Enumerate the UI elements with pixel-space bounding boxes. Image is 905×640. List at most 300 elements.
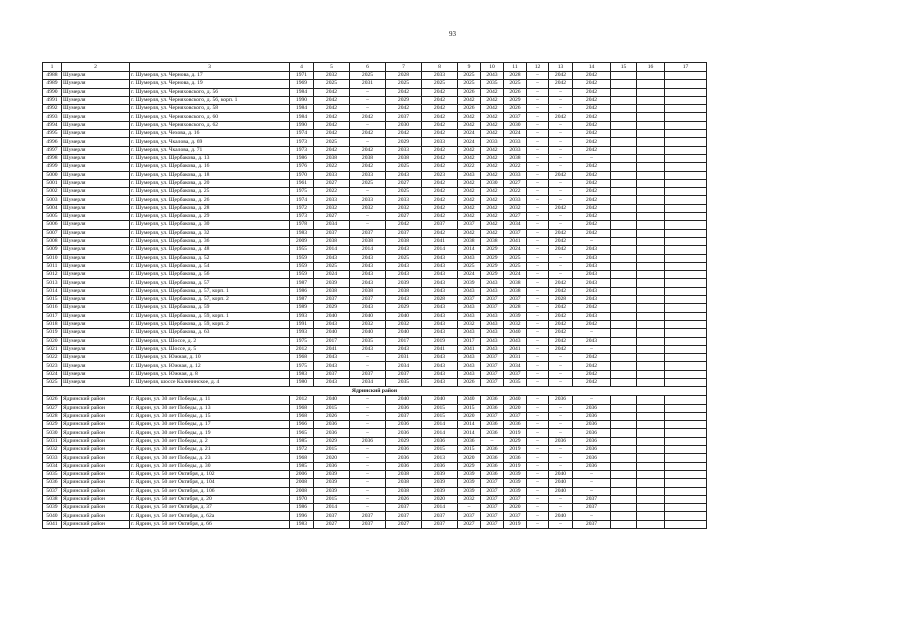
table-cell: Ядринский район <box>62 404 130 412</box>
table-cell: 2036 <box>386 421 422 429</box>
table-cell <box>665 130 707 138</box>
table-cell <box>665 246 707 254</box>
table-row <box>43 429 707 437</box>
table-cell: 2015 <box>422 412 458 420</box>
table-cell: 2038 <box>386 487 422 495</box>
table-cell: 2038 <box>504 154 527 162</box>
table-cell <box>637 512 665 520</box>
table-body <box>43 63 707 529</box>
table-cell: 2038 <box>386 287 422 295</box>
housing-register-table <box>42 62 707 529</box>
table-cell: 2037 <box>504 370 527 378</box>
table-cell: – <box>549 221 573 229</box>
table-cell <box>611 504 637 512</box>
table-cell: 2029 <box>386 138 422 146</box>
table-cell: 2037 <box>386 504 422 512</box>
table-cell: – <box>549 362 573 370</box>
table-cell: 2042 <box>549 345 573 353</box>
table-cell: 1986 <box>290 154 314 162</box>
table-cell: 2034 <box>504 362 527 370</box>
table-cell <box>665 396 707 404</box>
table-cell: 2036 <box>481 404 504 412</box>
table-cell: 2041 <box>422 345 458 353</box>
table-cell <box>665 354 707 362</box>
table-cell <box>611 279 637 287</box>
table-cell <box>611 213 637 221</box>
table-cell: Шумерля <box>62 320 130 328</box>
table-cell: Ядринский район <box>62 437 130 445</box>
table-cell <box>665 221 707 229</box>
table-cell: – <box>527 412 549 420</box>
table-cell: 2013 <box>422 454 458 462</box>
table-row <box>43 88 707 96</box>
table-cell: 2039 <box>422 479 458 487</box>
table-cell: 2035 <box>481 80 504 88</box>
table-cell: – <box>549 271 573 279</box>
table-cell <box>637 354 665 362</box>
table-cell: 2043 <box>481 337 504 345</box>
table-cell: Ядринский район <box>62 429 130 437</box>
table-cell: 2042 <box>458 196 481 204</box>
table-cell: 2038 <box>481 237 504 245</box>
table-cell <box>611 287 637 295</box>
table-cell <box>637 262 665 270</box>
table-cell <box>665 512 707 520</box>
table-cell: 5018 <box>43 320 62 328</box>
table-cell: 1968 <box>290 354 314 362</box>
table-cell: 2022 <box>504 188 527 196</box>
table-cell: 2037 <box>504 412 527 420</box>
table-cell: Шумерля <box>62 204 130 212</box>
table-cell: 1983 <box>290 370 314 378</box>
table-cell <box>665 504 707 512</box>
table-cell: – <box>549 429 573 437</box>
table-cell: 2039 <box>504 470 527 478</box>
table-cell <box>637 213 665 221</box>
table-cell: 5028 <box>43 412 62 420</box>
table-cell <box>637 246 665 254</box>
table-cell: 2024 <box>458 271 481 279</box>
table-cell: – <box>527 154 549 162</box>
table-cell <box>665 487 707 495</box>
table-cell: 2015 <box>314 404 350 412</box>
table-cell: Шумерля <box>62 304 130 312</box>
table-cell: г. Шумерля, ул. Щербакова, д. 30 <box>130 221 290 229</box>
table-cell: 1973 <box>290 213 314 221</box>
table-cell: 2037 <box>504 296 527 304</box>
table-cell: – <box>350 470 386 478</box>
table-cell: 2015 <box>314 446 350 454</box>
table-cell: Шумерля <box>62 88 130 96</box>
table-cell: 2042 <box>422 188 458 196</box>
table-cell: 2043 <box>422 262 458 270</box>
table-cell: 1976 <box>290 163 314 171</box>
table-row <box>43 487 707 495</box>
column-number-cell: 9 <box>458 63 481 72</box>
table-cell: 2042 <box>458 213 481 221</box>
table-cell: 2042 <box>573 320 611 328</box>
table-cell: 2014 <box>458 421 481 429</box>
table-cell: – <box>527 329 549 337</box>
table-cell <box>611 520 637 528</box>
table-cell: 2036 <box>314 429 350 437</box>
table-cell: 1984 <box>290 113 314 121</box>
table-cell: Шумерля <box>62 279 130 287</box>
table-cell: 1971 <box>290 72 314 80</box>
table-cell: 2043 <box>422 279 458 287</box>
table-cell: 2037 <box>481 354 504 362</box>
table-cell: 5039 <box>43 504 62 512</box>
table-cell: 2026 <box>386 495 422 503</box>
table-cell: 2014 <box>422 429 458 437</box>
table-cell: 2039 <box>314 479 350 487</box>
table-cell: 2032 <box>386 204 422 212</box>
table-cell <box>637 362 665 370</box>
table-cell: 2020 <box>314 454 350 462</box>
table-cell: 2042 <box>422 88 458 96</box>
table-cell: Ядринский район <box>62 512 130 520</box>
table-cell: 2036 <box>573 446 611 454</box>
table-cell: 2020 <box>458 454 481 462</box>
table-cell: 2036 <box>422 462 458 470</box>
table-cell <box>637 337 665 345</box>
table-cell <box>637 429 665 437</box>
table-cell: 1965 <box>290 429 314 437</box>
table-cell: 2025 <box>458 80 481 88</box>
table-cell: Ядринский район <box>62 396 130 404</box>
table-cell <box>637 462 665 470</box>
table-cell <box>611 130 637 138</box>
table-cell: – <box>527 345 549 353</box>
table-cell: 2035 <box>350 337 386 345</box>
table-cell: 2043 <box>573 279 611 287</box>
table-cell: 2043 <box>481 287 504 295</box>
table-cell: 2037 <box>504 113 527 121</box>
table-cell: 2042 <box>314 113 350 121</box>
table-cell: Шумерля <box>62 138 130 146</box>
table-cell: – <box>573 154 611 162</box>
table-cell: 2043 <box>350 262 386 270</box>
table-cell: 1961 <box>290 179 314 187</box>
table-cell: 2038 <box>386 470 422 478</box>
table-cell: 1987 <box>290 279 314 287</box>
table-cell: 1972 <box>290 446 314 454</box>
table-cell <box>611 262 637 270</box>
table-cell: 2020 <box>458 412 481 420</box>
table-cell: 2036 <box>573 404 611 412</box>
table-cell: 1996 <box>290 512 314 520</box>
table-cell: 2040 <box>314 312 350 320</box>
table-cell: – <box>549 495 573 503</box>
table-cell: 1970 <box>290 171 314 179</box>
table-cell <box>611 96 637 104</box>
table-cell: Шумерля <box>62 262 130 270</box>
column-number-cell: 12 <box>527 63 549 72</box>
table-cell: 2038 <box>386 479 422 487</box>
table-cell <box>611 320 637 328</box>
table-cell: 2033 <box>314 196 350 204</box>
table-row <box>43 504 707 512</box>
table-cell: – <box>527 113 549 121</box>
table-cell: 2043 <box>422 370 458 378</box>
table-cell: 2039 <box>314 470 350 478</box>
column-number-row <box>43 63 707 72</box>
table-cell: 2040 <box>458 396 481 404</box>
table-cell: 2040 <box>504 396 527 404</box>
table-cell: 2041 <box>504 237 527 245</box>
table-cell: – <box>573 237 611 245</box>
table-cell: 2042 <box>573 121 611 129</box>
page-number: 93 <box>449 30 456 38</box>
table-cell: Ядринский район <box>62 454 130 462</box>
table-cell <box>637 105 665 113</box>
table-cell <box>665 329 707 337</box>
table-cell: 1972 <box>290 204 314 212</box>
table-cell <box>665 287 707 295</box>
table-cell: 2030 <box>386 121 422 129</box>
table-cell <box>637 370 665 378</box>
table-cell: 2019 <box>422 337 458 345</box>
table-cell: 2037 <box>481 487 504 495</box>
table-cell: – <box>527 163 549 171</box>
table-row <box>43 479 707 487</box>
table-cell <box>637 479 665 487</box>
table-cell: 2036 <box>573 437 611 445</box>
table-cell: 5007 <box>43 229 62 237</box>
table-cell: 2009 <box>290 237 314 245</box>
table-cell: – <box>573 396 611 404</box>
table-cell: – <box>549 196 573 204</box>
table-cell <box>637 437 665 445</box>
table-cell: 2028 <box>504 72 527 80</box>
table-cell: 2027 <box>458 520 481 528</box>
table-cell: Ядринский район <box>62 421 130 429</box>
table-row <box>43 105 707 113</box>
table-cell: – <box>527 487 549 495</box>
table-cell: – <box>527 279 549 287</box>
table-cell: 1968 <box>290 454 314 462</box>
table-cell: – <box>350 138 386 146</box>
table-cell <box>637 229 665 237</box>
table-cell: 2042 <box>481 113 504 121</box>
table-cell: 2041 <box>422 237 458 245</box>
table-cell: 2042 <box>549 337 573 345</box>
table-cell: 2037 <box>573 504 611 512</box>
table-cell: 2042 <box>549 279 573 287</box>
table-cell: 2042 <box>422 146 458 154</box>
table-cell: 2014 <box>422 421 458 429</box>
table-cell: 2042 <box>573 196 611 204</box>
table-cell: 2036 <box>314 421 350 429</box>
table-cell: 2032 <box>504 320 527 328</box>
table-cell: 2037 <box>386 229 422 237</box>
table-cell: 2042 <box>422 154 458 162</box>
table-cell: – <box>549 262 573 270</box>
table-cell: – <box>527 354 549 362</box>
table-cell: 2037 <box>314 370 350 378</box>
table-cell: 1987 <box>290 296 314 304</box>
table-cell: 4990 <box>43 88 62 96</box>
table-cell <box>637 487 665 495</box>
table-cell: – <box>549 378 573 386</box>
table-cell: 2024 <box>458 130 481 138</box>
table-cell: 2043 <box>422 312 458 320</box>
table-cell: 2042 <box>314 121 350 129</box>
table-row <box>43 345 707 353</box>
table-cell: 5005 <box>43 213 62 221</box>
table-cell: 2043 <box>458 370 481 378</box>
table-cell: 2037 <box>573 495 611 503</box>
table-cell: г. Шумерля, ул. Щербакова, д. 59 <box>130 304 290 312</box>
table-cell: 2042 <box>458 96 481 104</box>
table-cell: 2043 <box>386 262 422 270</box>
table-cell: 2036 <box>458 437 481 445</box>
table-row <box>43 154 707 162</box>
table-cell: 5027 <box>43 404 62 412</box>
table-cell: 2042 <box>549 171 573 179</box>
table-row <box>43 213 707 221</box>
table-cell: Шумерля <box>62 96 130 104</box>
table-cell: 2042 <box>458 188 481 196</box>
table-cell: 2037 <box>481 512 504 520</box>
table-cell: – <box>350 121 386 129</box>
table-cell: 5029 <box>43 421 62 429</box>
table-cell <box>665 188 707 196</box>
table-cell: 2038 <box>386 154 422 162</box>
table-cell: 2027 <box>386 179 422 187</box>
table-cell: 2042 <box>481 121 504 129</box>
table-cell: 2027 <box>314 179 350 187</box>
table-cell: 2042 <box>458 113 481 121</box>
table-cell: – <box>481 437 504 445</box>
table-cell <box>637 329 665 337</box>
table-cell: 5035 <box>43 470 62 478</box>
table-cell <box>611 105 637 113</box>
table-cell: – <box>527 296 549 304</box>
table-cell: 2042 <box>314 96 350 104</box>
table-cell: 2035 <box>504 378 527 386</box>
table-cell: – <box>350 479 386 487</box>
table-cell <box>665 237 707 245</box>
table-cell: 2025 <box>386 254 422 262</box>
table-cell: 2036 <box>481 454 504 462</box>
table-cell: 2041 <box>504 345 527 353</box>
table-cell: 2034 <box>504 221 527 229</box>
table-cell: 2043 <box>573 296 611 304</box>
table-cell: – <box>549 163 573 171</box>
table-cell: 2030 <box>481 179 504 187</box>
table-cell <box>637 396 665 404</box>
table-cell: 2037 <box>481 520 504 528</box>
table-cell: г. Ядрин, ул. 50 лет Октября, д. 37 <box>130 504 290 512</box>
table-cell: – <box>527 378 549 386</box>
table-cell <box>611 412 637 420</box>
table-cell: 2042 <box>573 96 611 104</box>
table-cell: 5017 <box>43 312 62 320</box>
table-cell: 2033 <box>504 138 527 146</box>
table-cell: г. Ядрин, ул. 30 лет Победы, д. 21 <box>130 446 290 454</box>
table-cell: – <box>527 337 549 345</box>
table-row <box>43 80 707 88</box>
table-row <box>43 163 707 171</box>
table-cell: – <box>350 495 386 503</box>
table-cell: Ядринский район <box>62 462 130 470</box>
table-cell <box>665 72 707 80</box>
table-cell: 1993 <box>290 312 314 320</box>
table-cell <box>611 72 637 80</box>
table-cell: 2032 <box>314 204 350 212</box>
table-cell: 2042 <box>422 113 458 121</box>
table-cell: 1984 <box>290 88 314 96</box>
table-cell: 2042 <box>422 121 458 129</box>
table-cell <box>665 271 707 279</box>
table-cell: – <box>527 80 549 88</box>
table-cell: 2040 <box>549 512 573 520</box>
table-cell: 2012 <box>290 345 314 353</box>
table-cell: 5006 <box>43 221 62 229</box>
table-cell: – <box>527 404 549 412</box>
column-number-cell: 3 <box>130 63 290 72</box>
table-row <box>43 354 707 362</box>
table-cell: – <box>527 229 549 237</box>
table-cell: 2014 <box>422 504 458 512</box>
table-cell: 2022 <box>314 188 350 196</box>
table-cell: 2040 <box>386 312 422 320</box>
table-cell: 2025 <box>314 80 350 88</box>
table-cell: 2043 <box>386 296 422 304</box>
table-cell: г. Шумерля, ул. Щербакова, д. 63 <box>130 329 290 337</box>
table-cell <box>637 138 665 146</box>
table-cell: 2040 <box>386 396 422 404</box>
table-cell: 2036 <box>481 462 504 470</box>
table-cell: 2042 <box>549 237 573 245</box>
table-cell: 2028 <box>386 72 422 80</box>
table-cell: г. Шумерля, ул. Черняховского, д. 60 <box>130 113 290 121</box>
table-cell: 2033 <box>314 171 350 179</box>
table-cell: 2042 <box>458 179 481 187</box>
table-cell: 2043 <box>481 279 504 287</box>
table-cell <box>611 370 637 378</box>
table-cell: 2042 <box>573 378 611 386</box>
table-cell: 2022 <box>504 163 527 171</box>
table-row <box>43 396 707 404</box>
table-cell: 5030 <box>43 429 62 437</box>
table-cell: г. Шумерля, ул. Чкалова, д. 69 <box>130 138 290 146</box>
table-cell: 2025 <box>314 262 350 270</box>
table-row <box>43 262 707 270</box>
table-cell <box>637 130 665 138</box>
table-cell: 2042 <box>458 229 481 237</box>
table-row <box>43 520 707 528</box>
table-cell: 2043 <box>481 72 504 80</box>
table-cell: 2031 <box>350 80 386 88</box>
table-cell: г. Ядрин, ул. 30 лет Победы, д. 2 <box>130 437 290 445</box>
table-cell: 2040 <box>350 312 386 320</box>
table-cell: 5008 <box>43 237 62 245</box>
table-cell: 2006 <box>290 470 314 478</box>
table-cell <box>611 204 637 212</box>
table-cell <box>665 254 707 262</box>
table-cell: 2008 <box>290 479 314 487</box>
table-cell <box>665 229 707 237</box>
table-cell: г. Ядрин, ул. 30 лет Победы, д. 13 <box>130 404 290 412</box>
table-cell: 2039 <box>314 487 350 495</box>
table-cell: 5000 <box>43 171 62 179</box>
table-cell <box>637 446 665 454</box>
table-cell: 1985 <box>290 462 314 470</box>
table-cell: – <box>573 487 611 495</box>
table-cell: Шумерля <box>62 72 130 80</box>
